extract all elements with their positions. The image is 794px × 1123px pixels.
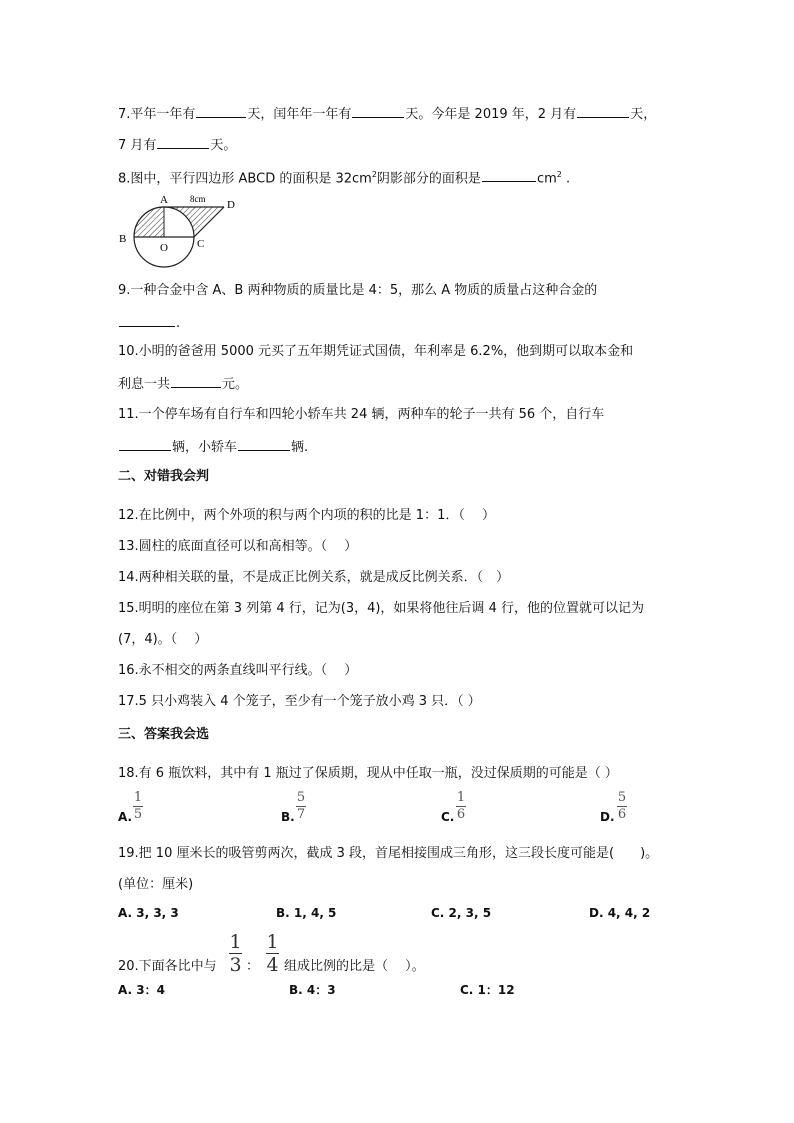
question-7-line-2 [118, 135, 236, 155]
label-o: O [160, 242, 168, 254]
question-12: 12.在比例中，两个外项的积与两个内项的积的比是 1：1．（ ） [118, 508, 495, 523]
q20-fraction-1 [229, 932, 242, 975]
q18-option-b-label[interactable]: B. [281, 810, 295, 824]
q11-text-c: 辆. [291, 440, 309, 455]
label-c: C [197, 238, 205, 250]
q9-text-a: 9.一种合金中含 A、B 两种物质的质量比是 4：5，那么 A 物质的质量占这种合金的 [118, 283, 598, 298]
label-b: B [119, 233, 127, 245]
q10-text-a: 10.小明的爸爸用 5000 元买了五年期凭证式国债，年利率是 6.2%，他到期可以取本金和 [118, 344, 634, 359]
q7-text-d: 天， [630, 107, 657, 122]
question-15-line-2: (7，4)。（ ） [118, 632, 208, 647]
q18-option-c-label[interactable]: C. [441, 810, 455, 824]
section-heading-multiple-choice: 三、答案我会选 [118, 727, 210, 742]
question-20-text-a: 20.下面各比中与 [118, 959, 217, 974]
numerator: 5 [296, 790, 306, 805]
question-11-line-2 [118, 437, 308, 457]
numerator: 1 [229, 931, 242, 953]
q7-text-c: 天。今年是 2019 年，2 月有 [405, 107, 577, 122]
denominator: 6 [456, 807, 466, 822]
q18-option-b-fraction [296, 791, 306, 822]
question-9 [118, 282, 597, 300]
question-8 [118, 166, 570, 188]
q19-option-c[interactable]: C. 2, 3, 5 [431, 906, 492, 920]
q18-option-d-fraction [617, 791, 627, 822]
numerator: 1 [456, 790, 466, 805]
denominator: 4 [266, 954, 279, 976]
question-9-line-2 [118, 313, 180, 333]
answer-blank[interactable] [352, 104, 404, 118]
denominator: 5 [133, 807, 143, 822]
q9-text-b: . [176, 316, 181, 331]
q7-text-b: 天，闰年年一年有 [247, 107, 352, 122]
numerator: 1 [133, 790, 143, 805]
question-7-line-1 [118, 104, 656, 124]
answer-blank[interactable] [577, 104, 629, 118]
q8-text-d: . [561, 171, 571, 187]
question-16: 16.永不相交的两条直线叫平行线。（ ） [118, 663, 358, 678]
section-heading-true-false: 二、对错我会判 [118, 469, 210, 484]
q20-colon: ： [246, 959, 260, 974]
answer-blank[interactable] [171, 374, 221, 388]
q18-option-a-label[interactable]: A. [118, 810, 133, 824]
question-10-line-2 [118, 374, 248, 394]
q19-option-a[interactable]: A. 3, 3, 3 [118, 906, 179, 920]
q8-text-a: 8.图中，平行四边形 ABCD 的面积是 32cm [118, 171, 372, 187]
question-17: 17.5 只小鸡装入 4 个笼子，至少有一个笼子放小鸡 3 只．（ ） [118, 694, 481, 709]
question-10 [118, 343, 633, 361]
label-d: D [227, 199, 235, 211]
label-length: 8cm [190, 194, 206, 204]
denominator: 3 [229, 954, 242, 976]
q18-option-a-fraction [133, 791, 143, 822]
q19-option-b[interactable]: B. 1, 4, 5 [276, 906, 337, 920]
question-20-text-b: 组成比例的比是（ ）。 [284, 959, 425, 974]
q10-text-c: 元。 [222, 377, 249, 392]
denominator: 7 [296, 807, 306, 822]
answer-blank[interactable] [482, 168, 536, 182]
q20-fraction-2 [266, 932, 279, 975]
question-13: 13.圆柱的底面直径可以和高相等。（ ） [118, 539, 358, 554]
q19-option-d[interactable]: D. 4, 4, 2 [589, 906, 651, 920]
question-11 [118, 406, 604, 424]
denominator: 6 [617, 807, 627, 822]
question-14: 14.两种相关联的量，不是成正比例关系，就是成反比例关系．（ ） [118, 570, 510, 585]
q8-text-b: 阴影部分的面积是 [376, 171, 481, 187]
q18-option-d-label[interactable]: D. [600, 810, 615, 824]
numerator: 1 [266, 931, 279, 953]
q20-option-b[interactable]: B. 4：3 [289, 983, 336, 997]
question-15: 15.明明的座位在第 3 列第 4 行，记为(3，4)，如果将他往后调 4 行，他的位置就可以记为 [118, 601, 644, 616]
answer-blank[interactable] [119, 313, 175, 327]
answer-blank[interactable] [238, 437, 290, 451]
numerator: 5 [617, 790, 627, 805]
answer-blank[interactable] [157, 135, 209, 149]
q20-option-a[interactable]: A. 3：4 [118, 983, 165, 997]
q11-text-b: 辆，小轿车 [172, 440, 238, 455]
q8-text-c: cm [536, 171, 557, 187]
question-19: 19.把 10 厘米长的吸管剪两次，截成 3 段，首尾相接围成三角形，这三段长度可能是( )。 [118, 846, 659, 861]
q18-option-c-fraction [456, 791, 466, 822]
q7-text-a: 7.平年一年有 [118, 107, 196, 122]
q8-sup: 2 [371, 170, 377, 179]
q11-text-a: 11.一个停车场有自行车和四轮小轿车共 24 辆，两种车的轮子一共有 56 个，自行车 [118, 407, 605, 422]
question-18: 18.有 6 瓶饮料，其中有 1 瓶过了保质期，现从中任取一瓶，没过保质期的可能是（ ） [118, 766, 618, 781]
label-a: A [160, 194, 168, 206]
q7-text-e: 7 月有 [118, 138, 157, 153]
q7-text-f: 天。 [210, 138, 237, 153]
q8-sup2: 2 [556, 170, 562, 179]
question-19-line-2: (单位：厘米) [118, 877, 194, 892]
answer-blank[interactable] [196, 104, 246, 118]
parallelogram-figure [116, 190, 246, 274]
answer-blank[interactable] [119, 437, 171, 451]
q20-option-c[interactable]: C. 1：12 [460, 983, 515, 997]
q10-text-b: 利息一共 [118, 377, 171, 392]
